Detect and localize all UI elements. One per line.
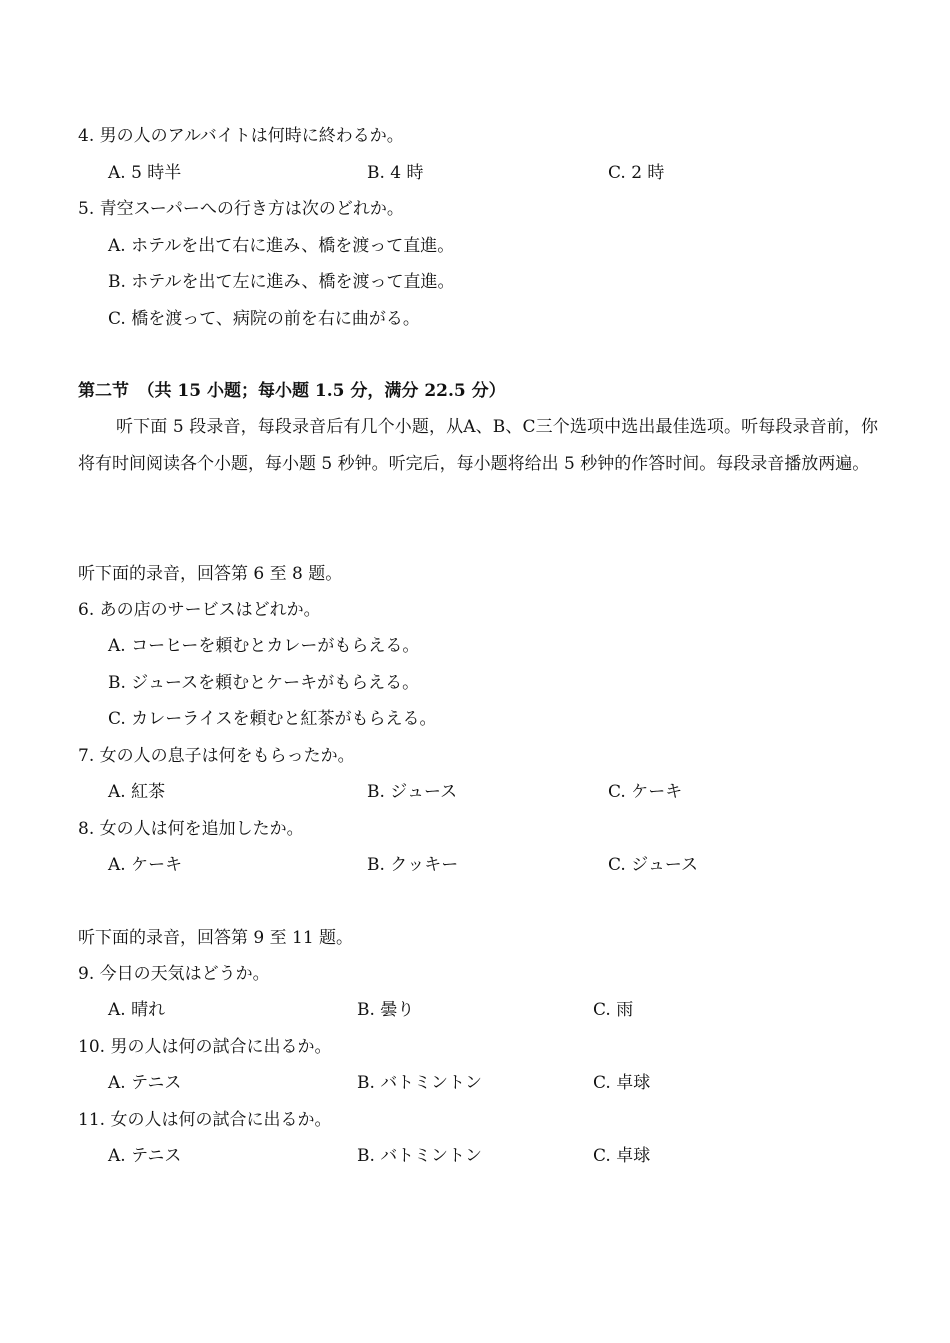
question-7-option-c: C. ケーキ [608, 782, 683, 802]
question-9-stem: 9. 今日の天気はどうか。 [78, 964, 270, 984]
question-7-option-b: B. ジュース [367, 782, 458, 802]
question-6-option-a: A. コーヒーを頼むとカレーがもらえる。 [108, 636, 420, 656]
question-11-option-a: A. テニス [108, 1146, 182, 1166]
question-4-option-b: B. 4 時 [367, 163, 424, 183]
question-8-option-b: B. クッキー [367, 855, 459, 875]
question-4-option-a: A. 5 時半 [108, 163, 182, 183]
question-8-stem: 8. 女の人は何を追加したか。 [78, 819, 304, 839]
group-2-intro: 听下面的录音，回答第 9 至 11 题。 [78, 928, 354, 948]
question-8-option-a: A. ケーキ [108, 855, 183, 875]
question-9-option-c: C. 雨 [593, 1000, 634, 1020]
question-10-option-c: C. 卓球 [593, 1073, 651, 1093]
group-1-intro: 听下面的录音，回答第 6 至 8 题。 [78, 564, 343, 584]
question-9-option-b: B. 曇り [357, 1000, 415, 1020]
question-8-option-c: C. ジュース [608, 855, 699, 875]
section-2-heading: 第二节 （共 15 小题；每小题 1.5 分，满分 22.5 分） [78, 381, 506, 401]
question-5-option-b: B. ホテルを出て左に進み、橋を渡って直進。 [108, 272, 455, 292]
question-10-stem: 10. 男の人は何の試合に出るか。 [78, 1037, 332, 1057]
question-6-option-b: B. ジュースを頼むとケーキがもらえる。 [108, 673, 420, 693]
question-10-option-b: B. バトミントン [357, 1073, 482, 1093]
question-6-stem: 6. あの店のサービスはどれか。 [78, 600, 321, 620]
question-4-option-c: C. 2 時 [608, 163, 665, 183]
question-4-stem: 4. 男の人のアルバイトは何時に終わるか。 [78, 126, 404, 146]
section-2-instructions: 听下面 5 段录音，每段录音后有几个小题，从A、B、C三个选项中选出最佳选项。听每段录音前，你将有时间阅读各个小题，每小题 5 秒钟。听完后，每小题将给出 5 秒钟的作答时间。每段录音播放两遍。 [78, 417, 878, 474]
question-5-stem: 5. 青空スーパーへの行き方は次のどれか。 [78, 199, 404, 219]
question-5-option-a: A. ホテルを出て右に進み、橋を渡って直進。 [108, 236, 455, 256]
question-6-option-c: C. カレーライスを頼むと紅茶がもらえる。 [108, 709, 437, 729]
question-10-option-a: A. テニス [108, 1073, 182, 1093]
question-5-option-c: C. 橋を渡って、病院の前を右に曲がる。 [108, 309, 420, 329]
question-9-option-a: A. 晴れ [108, 1000, 166, 1020]
question-11-option-c: C. 卓球 [593, 1146, 651, 1166]
question-11-stem: 11. 女の人は何の試合に出るか。 [78, 1110, 332, 1130]
question-11-option-b: B. バトミントン [357, 1146, 482, 1166]
question-7-option-a: A. 紅茶 [108, 782, 166, 802]
question-7-stem: 7. 女の人の息子は何をもらったか。 [78, 746, 355, 766]
